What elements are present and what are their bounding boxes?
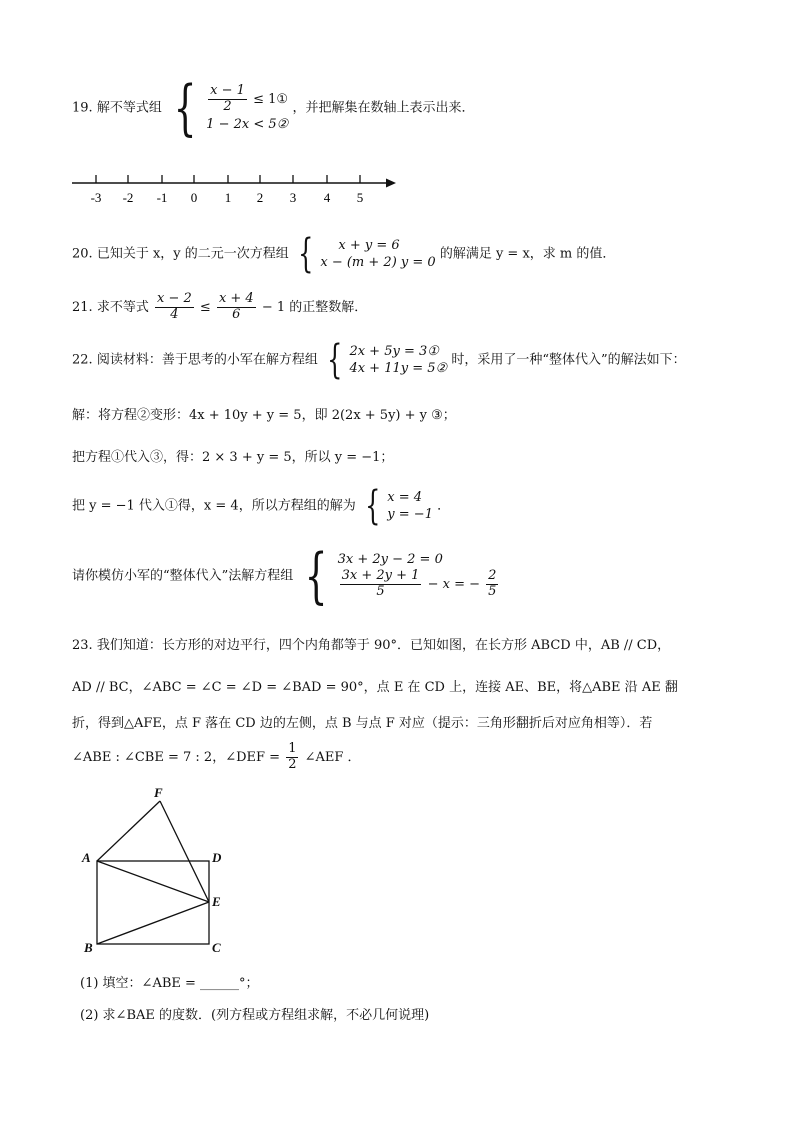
- q22-sol1: x = 4: [387, 490, 423, 505]
- q21-tail: − 1: [261, 299, 286, 315]
- q22-solution-system: [360, 483, 433, 529]
- q23-sub1: (1) 填空：∠ABE = ______°；: [80, 976, 259, 991]
- q20-line: [72, 231, 616, 277]
- brace-icon: {: [173, 73, 197, 143]
- q22-eq2: 4x + 11y = 5②: [349, 361, 448, 376]
- q22-s2-mid: − x = −: [427, 577, 480, 592]
- q23-line3: 折，得到△AFE，点 F 落在 CD 边的左侧，点 B 与点 F 对应（提示：三角形翻折后对应角相等）．若: [72, 716, 653, 731]
- brace-icon: {: [364, 483, 381, 529]
- q22-line3-end: ．: [437, 498, 451, 514]
- q22-sol2: y = −1: [387, 507, 433, 522]
- q23-line4: [72, 742, 361, 773]
- q22-s2-rfrac: $\frac{2}{5}$: [488, 568, 497, 599]
- q22-s2-frac: $\frac{3x + 2y + 1}{5}$: [341, 568, 420, 599]
- arrow-icon: [386, 179, 396, 188]
- q23-line1: [72, 634, 670, 653]
- axis-tick-label: 0: [190, 190, 198, 205]
- axis-tick-label: 3: [289, 190, 297, 205]
- q23-sub2: (2) 求∠BAE 的度数．(列方程或方程组求解，不必几何说理): [80, 1008, 430, 1023]
- axis-tick-label: -1: [156, 190, 168, 205]
- label-f: F: [154, 785, 163, 800]
- q21-frac2: $\frac{x + 4}{6}$: [218, 291, 254, 322]
- q19-system: [166, 73, 289, 143]
- q21-number: 21.: [72, 299, 93, 315]
- rectangle-abcd: [97, 861, 209, 944]
- axis-tick-label: 5: [356, 190, 364, 205]
- label-c: C: [212, 940, 221, 955]
- brace-icon: {: [305, 541, 328, 611]
- geometry-figure: [76, 782, 236, 962]
- q21-rel: ≤: [199, 299, 211, 315]
- q23-half: $\frac{1}{2}$: [288, 741, 297, 772]
- q20-number: 20.: [72, 246, 93, 262]
- q20-text-a: 已知关于 x，y 的二元一次方程组: [96, 246, 289, 262]
- axis-tick-label: 4: [323, 190, 331, 205]
- segment-af: [97, 801, 160, 861]
- q22-eq1: 2x + 5y = 3①: [349, 344, 439, 359]
- q19-frac: $\frac{x - 1}{2}$: [210, 83, 245, 114]
- q19-number: 19.: [72, 100, 93, 116]
- axis-tick-label: 1: [224, 190, 232, 205]
- q22-solution-line2: 把方程①代入③，得：2 × 3 + y = 5，所以 y = −1；: [72, 450, 394, 465]
- label-d: D: [212, 850, 222, 865]
- q22-line3-text: 把 y = −1 代入①得，x = 4，所以方程组的解为: [72, 498, 356, 514]
- number-line: [70, 168, 410, 212]
- q21-frac1: $\frac{x - 2}{4}$: [156, 291, 192, 322]
- segment-be: [97, 902, 209, 944]
- brace-icon: {: [327, 337, 343, 383]
- axis-tick-label: -2: [122, 190, 134, 205]
- q19-line: [72, 73, 475, 143]
- axis-tick-label: 2: [256, 190, 264, 205]
- label-e: E: [212, 894, 221, 909]
- q22-text-a: 阅读材料：善于思考的小军在解方程组: [96, 352, 318, 368]
- q23-text1: 我们知道：长方形的对边平行，四个内角都等于 90°．已知如图，在长方形 ABCD 中，AB // CD，: [96, 638, 671, 653]
- q20-eq1: x + y = 6: [338, 238, 400, 253]
- q21-text-a: 求不等式: [96, 299, 149, 315]
- q23-number: 23.: [72, 638, 93, 653]
- q21-line: [72, 292, 367, 323]
- label-b: B: [84, 940, 93, 955]
- q23-line4-end: ∠AEF ．: [304, 749, 361, 765]
- q21-text-b: 的正整数解．: [289, 299, 368, 315]
- q22-solution-line4: [72, 541, 500, 611]
- q22-number: 22.: [72, 352, 93, 368]
- q22-solution-line3: [72, 483, 451, 529]
- q22-s1: 3x + 2y − 2 = 0: [337, 552, 443, 568]
- q23-line4-text: ∠ABE : ∠CBE = 7 : 2，∠DEF =: [72, 749, 281, 765]
- q22-task-system: [297, 541, 500, 611]
- q20-text-b: 的解满足 y = x，求 m 的值．: [439, 246, 616, 262]
- q19-text-b: ，并把解集在数轴上表示出来．: [292, 100, 475, 116]
- q22-line: [72, 337, 686, 383]
- label-a: A: [82, 850, 91, 865]
- q20-system: [293, 231, 436, 277]
- q23-line2: AD // BC，∠ABC = ∠C = ∠D = ∠BAD = 90°，点 E 在 CD 上，连接 AE、BE，将△ABE 沿 AE 翻: [72, 680, 678, 695]
- axis-tick-label: -3: [90, 190, 102, 205]
- q19-text-a: 解不等式组: [96, 100, 162, 116]
- q22-text-b: 时，采用了一种“整体代入”的解法如下：: [451, 352, 686, 368]
- q22-line4-text: 请你模仿小军的“整体代入”法解方程组: [72, 568, 294, 584]
- q19-eq2: 1 − 2x < 5②: [206, 116, 289, 132]
- brace-icon: {: [298, 231, 314, 277]
- q19-eq1-rhs: ≤ 1①: [253, 92, 289, 107]
- q20-eq2: x − (m + 2) y = 0: [320, 255, 436, 270]
- q22-system: [322, 337, 448, 383]
- q22-solution-line1: 解：将方程②变形：4x + 10y + y = 5，即 2(2x + 5y) + y ③；: [72, 408, 456, 423]
